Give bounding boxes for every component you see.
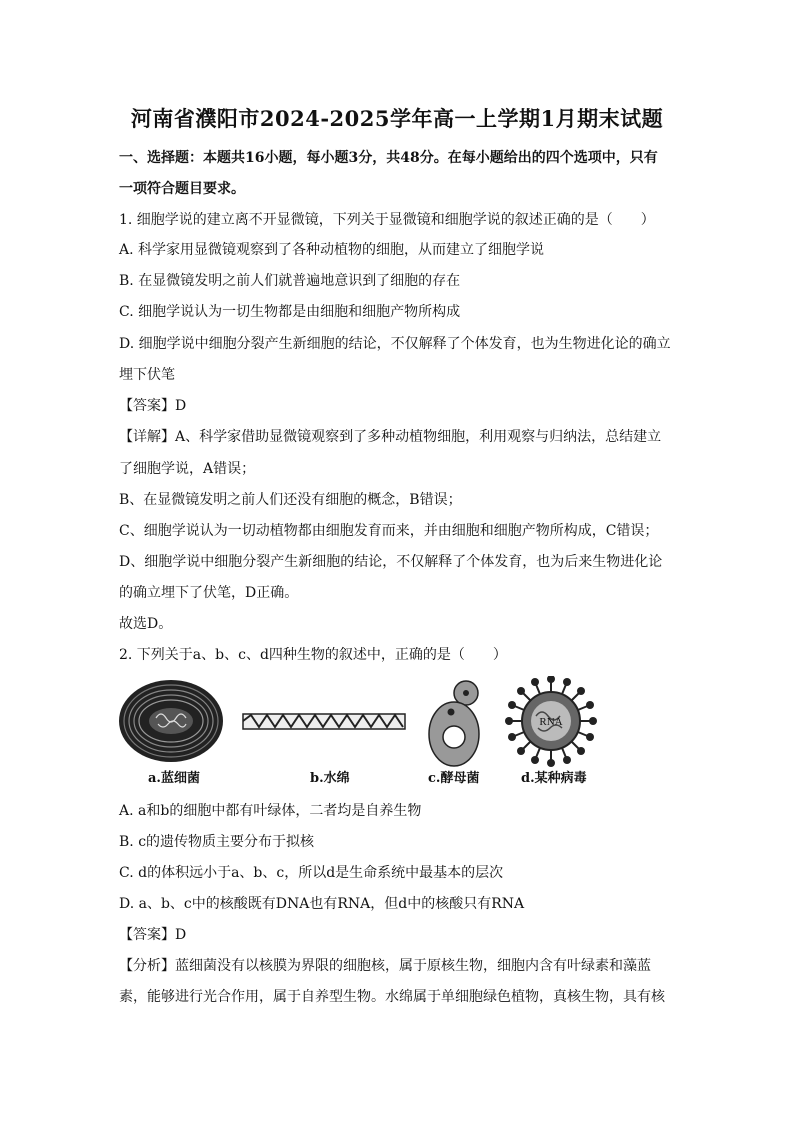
q1-explanation-line-6: 的确立埋下了伏笔，D正确。 [119,585,299,601]
q1-option-d-line-2: 埋下伏笔 [119,367,175,383]
caption-c: c.酵母菌 [428,771,480,786]
q1-explanation-line-5: D、细胞学说中细胞分裂产生新细胞的结论，不仅解释了个体发育，也为后来生物进化论 [119,554,663,570]
rna-label: RNA [539,716,563,728]
document-title: 河南省濮阳市2024-2025学年高一上学期1月期末试题 [130,106,664,131]
q1-explanation-line-2: 了细胞学说，A错误； [119,461,256,477]
q1-explanation-line-1: 【详解】A、科学家借助显微镜观察到了多种动植物细胞，利用观察与归纳法，总结建立 [119,429,662,445]
q2-analysis-line-1: 【分析】蓝细菌没有以核膜为界限的细胞核，属于原核生物，细胞内含有叶绿素和藻蓝 [119,958,651,974]
yeast-illustration [429,681,479,766]
virus-illustration [505,676,597,767]
q2-analysis-line-2: 素，能够进行光合作用，属于自养型生物。水绵属于单细胞绿色植物，真核生物，具有核 [119,989,665,1005]
q1-option-a: A. 科学家用显微镜观察到了各种动植物的细胞，从而建立了细胞学说 [119,242,545,258]
section-heading-line-1: 一、选择题：本题共16小题，每小题3分，共48分。在每小题给出的四个选项中，只有 [119,150,658,166]
q1-answer: 【答案】D [119,398,187,414]
caption-a: a.蓝细菌 [148,771,200,786]
q2-option-c: C. d的体积远小于a、b、c，所以d是生命系统中最基本的层次 [119,865,504,881]
q2-option-d: D. a、b、c中的核酸既有DNA也有RNA，但d中的核酸只有RNA [119,896,525,912]
q1-option-d-line-1: D. 细胞学说中细胞分裂产生新细胞的结论，不仅解释了个体发育，也为生物进化论的确立 [119,336,671,352]
q1-option-c: C. 细胞学说认为一切生物都是由细胞和细胞产物所构成 [119,304,461,320]
q1-stem: 1. 细胞学说的建立离不开显微镜，下列关于显微镜和细胞学说的叙述正确的是（ ） [119,212,655,228]
q1-explanation-line-3: B、在显微镜发明之前人们还没有细胞的概念，B错误； [119,492,462,508]
section-heading-line-2: 一项符合题目要求。 [119,181,245,197]
q1-option-b: B. 在显微镜发明之前人们就普遍地意识到了细胞的存在 [119,273,461,289]
q2-stem: 2. 下列关于a、b、c、d四种生物的叙述中，正确的是（ ） [119,647,507,663]
q2-answer: 【答案】D [119,927,187,943]
cyanobacterium-illustration [119,680,223,762]
caption-b: b.水绵 [310,771,350,786]
q1-explanation-line-7: 故选D。 [119,616,173,632]
spirogyra-illustration [243,714,405,729]
q2-option-a: A. a和b的细胞中都有叶绿体，二者均是自养生物 [119,803,422,819]
q1-explanation-line-4: C、细胞学说认为一切动植物都由细胞发育而来，并由细胞和细胞产物所构成，C错误； [119,523,659,539]
q2-option-b: B. c的遗传物质主要分布于拟核 [119,834,315,850]
caption-d: d.某种病毒 [521,771,587,786]
